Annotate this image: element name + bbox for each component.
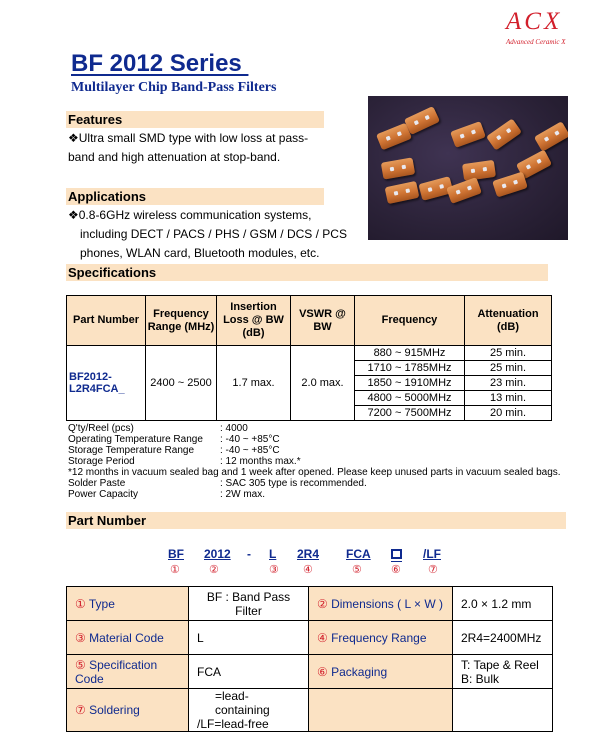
chip-image	[492, 171, 528, 197]
part-number-breakdown	[0, 547, 614, 577]
note-value: : -40 ~ +85°C	[220, 445, 280, 456]
specifications-heading: Specifications	[66, 264, 548, 281]
header-vswr: VSWR @ BW	[291, 296, 355, 346]
frequency-range-label: ④ Frequency Range	[309, 621, 453, 655]
marker-6: ⑥	[391, 564, 401, 576]
spec-header-row	[67, 296, 552, 346]
soldering-label: ⑦ Soldering	[67, 689, 189, 732]
header-insertion-loss: Insertion Loss @ BW (dB)	[217, 296, 291, 346]
specifications-table	[66, 295, 552, 421]
chip-image	[381, 157, 415, 179]
code-2012: 2012	[204, 547, 231, 561]
applications-line-2: including DECT / PACS / PHS / GSM / DCS / PCS	[80, 227, 347, 241]
note-label: Storage Period	[68, 456, 135, 467]
part-number-cell: BF2012-L2R4FCA_	[67, 346, 146, 421]
note-value: : 4000	[220, 423, 248, 434]
table-row	[67, 346, 552, 361]
note-operating-temp	[68, 434, 561, 445]
placeholder-box-icon	[391, 549, 402, 559]
note-power	[68, 489, 561, 500]
features-heading: Features	[66, 111, 324, 128]
header-frequency-range: Frequency Range (MHz)	[146, 296, 217, 346]
note-storage-temp	[68, 445, 561, 456]
part-number-heading: Part Number	[66, 512, 566, 529]
spec-code-label: ⑤ Specification Code	[67, 655, 189, 689]
applications-heading: Applications	[66, 188, 324, 205]
code-l: L	[269, 547, 277, 561]
attenuation-cell: 20 min.	[465, 406, 552, 421]
chip-image	[446, 177, 482, 204]
note-qty	[68, 423, 561, 434]
applications-text	[68, 206, 347, 263]
frequency-range-value: 2R4=2400MHz	[453, 621, 553, 655]
code-lf: /LF	[423, 547, 441, 561]
code-fca: FCA	[346, 547, 371, 561]
code-dash: -	[247, 547, 251, 561]
soldering-value: =lead-containing /LF=lead-free	[189, 689, 309, 732]
vswr-cell: 2.0 max.	[291, 346, 355, 421]
marker-3: ③	[269, 564, 279, 576]
applications-line-3: phones, WLAN card, Bluetooth modules, etc.	[80, 246, 320, 260]
note-storage-period	[68, 456, 561, 467]
table-row	[67, 621, 553, 655]
packaging-label: ⑥ Packaging	[309, 655, 453, 689]
note-footnote: *12 months in vacuum sealed bag and 1 week after opened. Please keep unused parts in vacuum sealed bags.	[68, 467, 561, 478]
chip-image	[385, 181, 420, 204]
part-number-table	[66, 586, 553, 732]
logo-letters: ACX	[506, 8, 563, 35]
chip-image	[534, 121, 568, 152]
features-line-1: ❖Ultra small SMD type with low loss at pass-	[68, 131, 309, 145]
chip-image	[450, 121, 486, 148]
logo-tagline: Advanced Ceramic X	[506, 38, 566, 46]
stopband-frequency-cell: 1850 ~ 1910MHz	[355, 376, 465, 391]
note-value: : 2W max.	[220, 489, 266, 500]
stopband-frequency-cell: 4800 ~ 5000MHz	[355, 391, 465, 406]
acx-logo	[494, 8, 594, 48]
code-bf: BF	[168, 547, 184, 561]
note-label: Operating Temperature Range	[68, 434, 203, 445]
features-text	[68, 129, 308, 167]
note-label: Solder Paste	[68, 478, 126, 489]
attenuation-cell: 13 min.	[465, 391, 552, 406]
table-row	[67, 689, 553, 732]
marker-4: ④	[303, 564, 313, 576]
type-value: BF : Band Pass Filter	[189, 587, 309, 621]
stopband-frequency-cell: 1710 ~ 1785MHz	[355, 361, 465, 376]
stopband-frequency-cell: 880 ~ 915MHz	[355, 346, 465, 361]
table-row	[67, 587, 553, 621]
code-2r4: 2R4	[297, 547, 320, 561]
page-subtitle: Multilayer Chip Band-Pass Filters	[71, 80, 277, 95]
chip-image	[404, 106, 440, 135]
marker-2: ②	[209, 564, 219, 576]
note-label: Storage Temperature Range	[68, 445, 195, 456]
attenuation-cell: 25 min.	[465, 361, 552, 376]
spec-code-value: FCA	[189, 655, 309, 689]
material-code-value: L	[189, 621, 309, 655]
table-row	[67, 655, 553, 689]
header-attenuation: Attenuation (dB)	[465, 296, 552, 346]
header-part-number: Part Number	[67, 296, 146, 346]
header-frequency: Frequency	[355, 296, 465, 346]
note-label: Q'ty/Reel (pcs)	[68, 423, 134, 434]
applications-line-1: ❖0.8-6GHz wireless communication systems,	[68, 208, 312, 222]
type-label: ① Type	[67, 587, 189, 621]
product-photo	[368, 96, 568, 240]
empty-label-cell	[309, 689, 453, 732]
note-label: Power Capacity	[68, 489, 139, 500]
page-title: BF 2012 Series	[71, 50, 249, 77]
empty-value-cell	[453, 689, 553, 732]
attenuation-cell: 25 min.	[465, 346, 552, 361]
stopband-frequency-cell: 7200 ~ 7500MHz	[355, 406, 465, 421]
marker-7: ⑦	[428, 564, 438, 576]
dimensions-value: 2.0 × 1.2 mm	[453, 587, 553, 621]
marker-1: ①	[170, 564, 180, 576]
note-solder-paste	[68, 478, 561, 489]
material-code-label: ③ Material Code	[67, 621, 189, 655]
note-value: : -40 ~ +85°C	[220, 434, 280, 445]
spec-notes	[68, 423, 561, 500]
packaging-value: T: Tape & Reel B: Bulk	[453, 655, 553, 689]
chip-image	[462, 160, 496, 181]
chip-image	[486, 118, 522, 150]
note-value: : 12 months max.*	[220, 456, 301, 467]
marker-5: ⑤	[352, 564, 362, 576]
insertion-loss-cell: 1.7 max.	[217, 346, 291, 421]
features-line-2: band and high attenuation at stop-band.	[68, 150, 281, 164]
dimensions-label: ② Dimensions ( L × W )	[309, 587, 453, 621]
attenuation-cell: 23 min.	[465, 376, 552, 391]
note-value: : SAC 305 type is recommended.	[220, 478, 367, 489]
frequency-range-cell: 2400 ~ 2500	[146, 346, 217, 421]
